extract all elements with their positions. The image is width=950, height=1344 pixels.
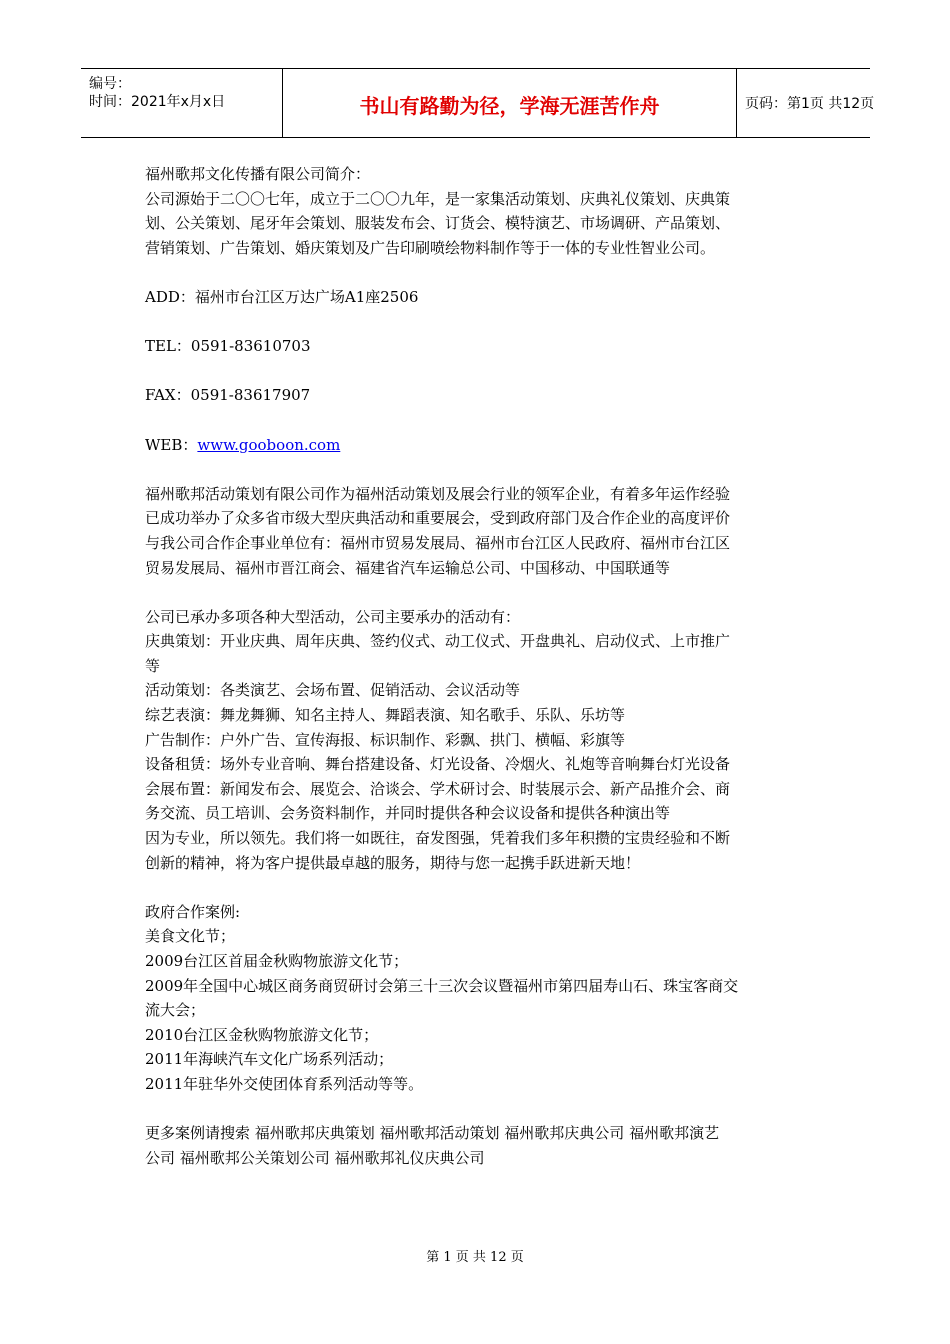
services-line: 等	[145, 656, 161, 675]
services-line: 会展布置：新闻发布会、展览会、洽谈会、学术研讨会、时装展示会、新产品推介会、商	[145, 779, 731, 798]
header-page-cell	[737, 69, 875, 137]
page-header	[81, 68, 875, 138]
about-line: 贸易发展局、福州市晋江商会、福建省汽车运输总公司、中国移动、中国联通等	[145, 558, 671, 577]
cases-line: 流大会；	[145, 1001, 206, 1020]
website-link[interactable]: www.gooboon.com	[197, 435, 341, 454]
services-line: 因为专业，所以领先。我们将一如既往，奋发图强，凭着我们多年积攒的宝贵经验和不断	[145, 829, 731, 848]
header-motto-cell	[283, 69, 737, 137]
services-line: 综艺表演：舞龙舞狮、知名主持人、舞蹈表演、知名歌手、乐队、乐坊等	[145, 706, 626, 725]
page-footer: 第 1 页 共 12 页	[426, 1250, 524, 1265]
intro-line: 营销策划、广告策划、婚庆策划及广告印刷喷绘物料制作等于一体的专业性智业公司。	[145, 238, 716, 257]
tel-line: TEL：0591-83610703	[145, 337, 311, 356]
about-line: 与我公司合作企事业单位有：福州市贸易发展局、福州市台江区人民政府、福州市台江区	[145, 533, 731, 552]
about-line: 福州歌邦活动策划有限公司作为福州活动策划及展会行业的领军企业，有着多年运作经验	[145, 484, 731, 503]
intro-line: 公司源始于二〇〇七年，成立于二〇〇九年，是一家集活动策划、庆典礼仪策划、庆典策	[145, 189, 731, 208]
services-line: 庆典策划：开业庆典、周年庆典、签约仪式、动工仪式、开盘典礼、启动仪式、上市推广	[145, 632, 731, 651]
about-line: 已成功举办了众多省市级大型庆典活动和重要展会，受到政府部门及合作企业的高度评价	[145, 509, 731, 528]
intro-line: 划、公关策划、尾牙年会策划、服装发布会、订货会、模特演艺、市场调研、产品策划、	[145, 214, 731, 233]
search-line: 更多案例请搜索 福州歌邦庆典策划 福州歌邦活动策划 福州歌邦庆典公司 福州歌邦演艺	[145, 1124, 720, 1143]
document-number-label: 编号：	[89, 76, 131, 92]
document-time-label: 时间：2021年x月x日	[89, 94, 226, 110]
search-line: 公司 福州歌邦公关策划公司 福州歌邦礼仪庆典公司	[145, 1148, 485, 1167]
services-line: 活动策划：各类演艺、会场布置、促销活动、会议活动等	[145, 681, 521, 700]
fax-line: FAX：0591-83617907	[145, 386, 311, 405]
intro-title: 福州歌邦文化传播有限公司简介：	[145, 165, 371, 183]
services-line: 广告制作：户外广告、宣传海报、标识制作、彩飘、拱门、横幅、彩旗等	[145, 730, 626, 749]
header-info-cell	[81, 69, 283, 137]
document-body	[145, 162, 815, 1170]
services-line: 创新的精神，将为客户提供最卓越的服务，期待与您一起携手跃进新天地！	[145, 853, 641, 872]
cases-line: 2011年海峡汽车文化广场系列活动；	[145, 1050, 394, 1069]
cases-line: 政府合作案例:	[145, 902, 241, 921]
services-line: 务交流、员工培训、会务资料制作，并同时提供各种会议设备和提供各种演出等	[145, 804, 671, 823]
cases-line: 2009年全国中心城区商务商贸研讨会第三十三次会议暨福州市第四届寿山石、珠宝客商交	[145, 976, 739, 995]
web-label: WEB：	[145, 435, 198, 454]
header-motto: 书山有路勤为径，学海无涯苦作舟	[359, 94, 660, 118]
address-line: ADD：福州市台江区万达广场A1座2506	[145, 287, 419, 306]
cases-line: 2010台江区金秋购物旅游文化节；	[145, 1025, 379, 1044]
cases-line: 美食文化节；	[145, 927, 236, 946]
web-line	[145, 433, 815, 458]
cases-line: 2011年驻华外交使团体育系列活动等等。	[145, 1074, 424, 1093]
services-line: 公司已承办多项各种大型活动，公司主要承办的活动有：	[145, 607, 521, 626]
header-page-code: 页码：第1页 共12页	[745, 96, 875, 112]
services-line: 设备租赁：场外专业音响、舞台搭建设备、灯光设备、冷烟火、礼炮等音响舞台灯光设备	[145, 755, 731, 774]
cases-line: 2009台江区首届金秋购物旅游文化节；	[145, 952, 409, 970]
